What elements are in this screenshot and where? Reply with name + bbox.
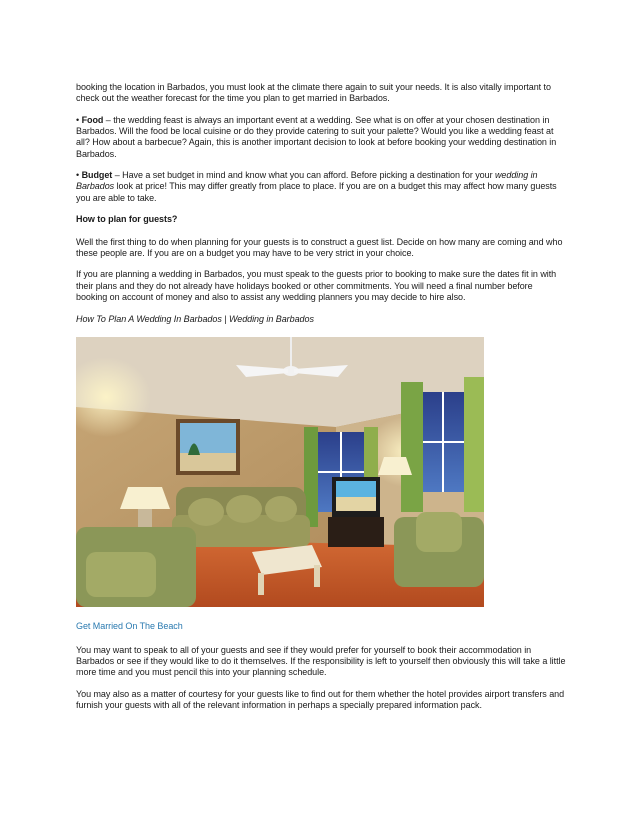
- section-heading: How to plan for guests?: [76, 214, 178, 225]
- wall-painting: [176, 419, 240, 475]
- budget-text-b: look at price! This may differ greatly from place to place. If you are on a budget this may affect how many guests you are able to take.: [76, 181, 557, 203]
- paragraph-guest-dates: If you are planning a wedding in Barbados, you must speak to the guests prior to booking to make sure the dates fit in with their plans and they do not already have holidays booked or other commitments. You will need a final number before booking on account of money and also to assist any wedding planners you may decide to hire also.: [76, 269, 557, 302]
- armchair-right: [394, 512, 484, 587]
- paragraph-climate: booking the location in Barbados, you must look at the climate there again to suit your needs. It is also vitally important to check out the weather forecast for the time you plan to get married in Barbados.: [76, 82, 551, 104]
- budget-label: Budget: [81, 170, 113, 181]
- armchair-left: [76, 527, 196, 607]
- hotel-room-photo: [76, 337, 484, 607]
- paragraph-guest-list: Well the first thing to do when planning for your guests is to construct a guest list. Decide on how many are coming and who these people are. If you are on a budget you may have to be very strict in your choice.: [76, 236, 563, 258]
- paragraph-accommodation: You may want to speak to all of your guests and see if they would prefer for yourself to book their accommodation in Barbados or see if they would like to do it themselves. If the responsibility is left to yourself then obviously this will take a little more time and you must pencil this into your planning schedule.: [76, 644, 566, 678]
- food-label: Food: [81, 114, 104, 125]
- image-caption: How To Plan A Wedding In Barbados | Wedding in Barbados: [76, 313, 314, 324]
- television: [328, 477, 384, 547]
- budget-text-a: – Have a set budget in mind and know what you can afford. Before picking a destination for your: [112, 170, 495, 181]
- document-page: [76, 82, 566, 722]
- paragraph-budget: [76, 170, 566, 204]
- lamp-right: [378, 457, 412, 475]
- beach-link[interactable]: Get Married On The Beach: [76, 620, 183, 631]
- paragraph-food: [76, 115, 566, 160]
- paragraph-transfers: You may also as a matter of courtesy for your guests like to find out for them whether the hotel provides airport transfers and furnish your guests with all of the relevant information in perhaps a specially prepared information pack.: [76, 689, 565, 711]
- budget-italic: wedding in Barbados: [76, 170, 538, 192]
- bullet: •: [76, 114, 82, 125]
- bullet: •: [76, 170, 82, 181]
- food-text: – the wedding feast is always an important event at a wedding. See what is on offer at your chosen destination in Barbados. Will the food be local cuisine or do they provide catering to suit your palette? Would you like a wedding feast at all? How about a barbecue? Again, this is another important decision to look at before booking your wedding destination in Barbados.: [76, 114, 557, 159]
- window-right: [401, 377, 484, 512]
